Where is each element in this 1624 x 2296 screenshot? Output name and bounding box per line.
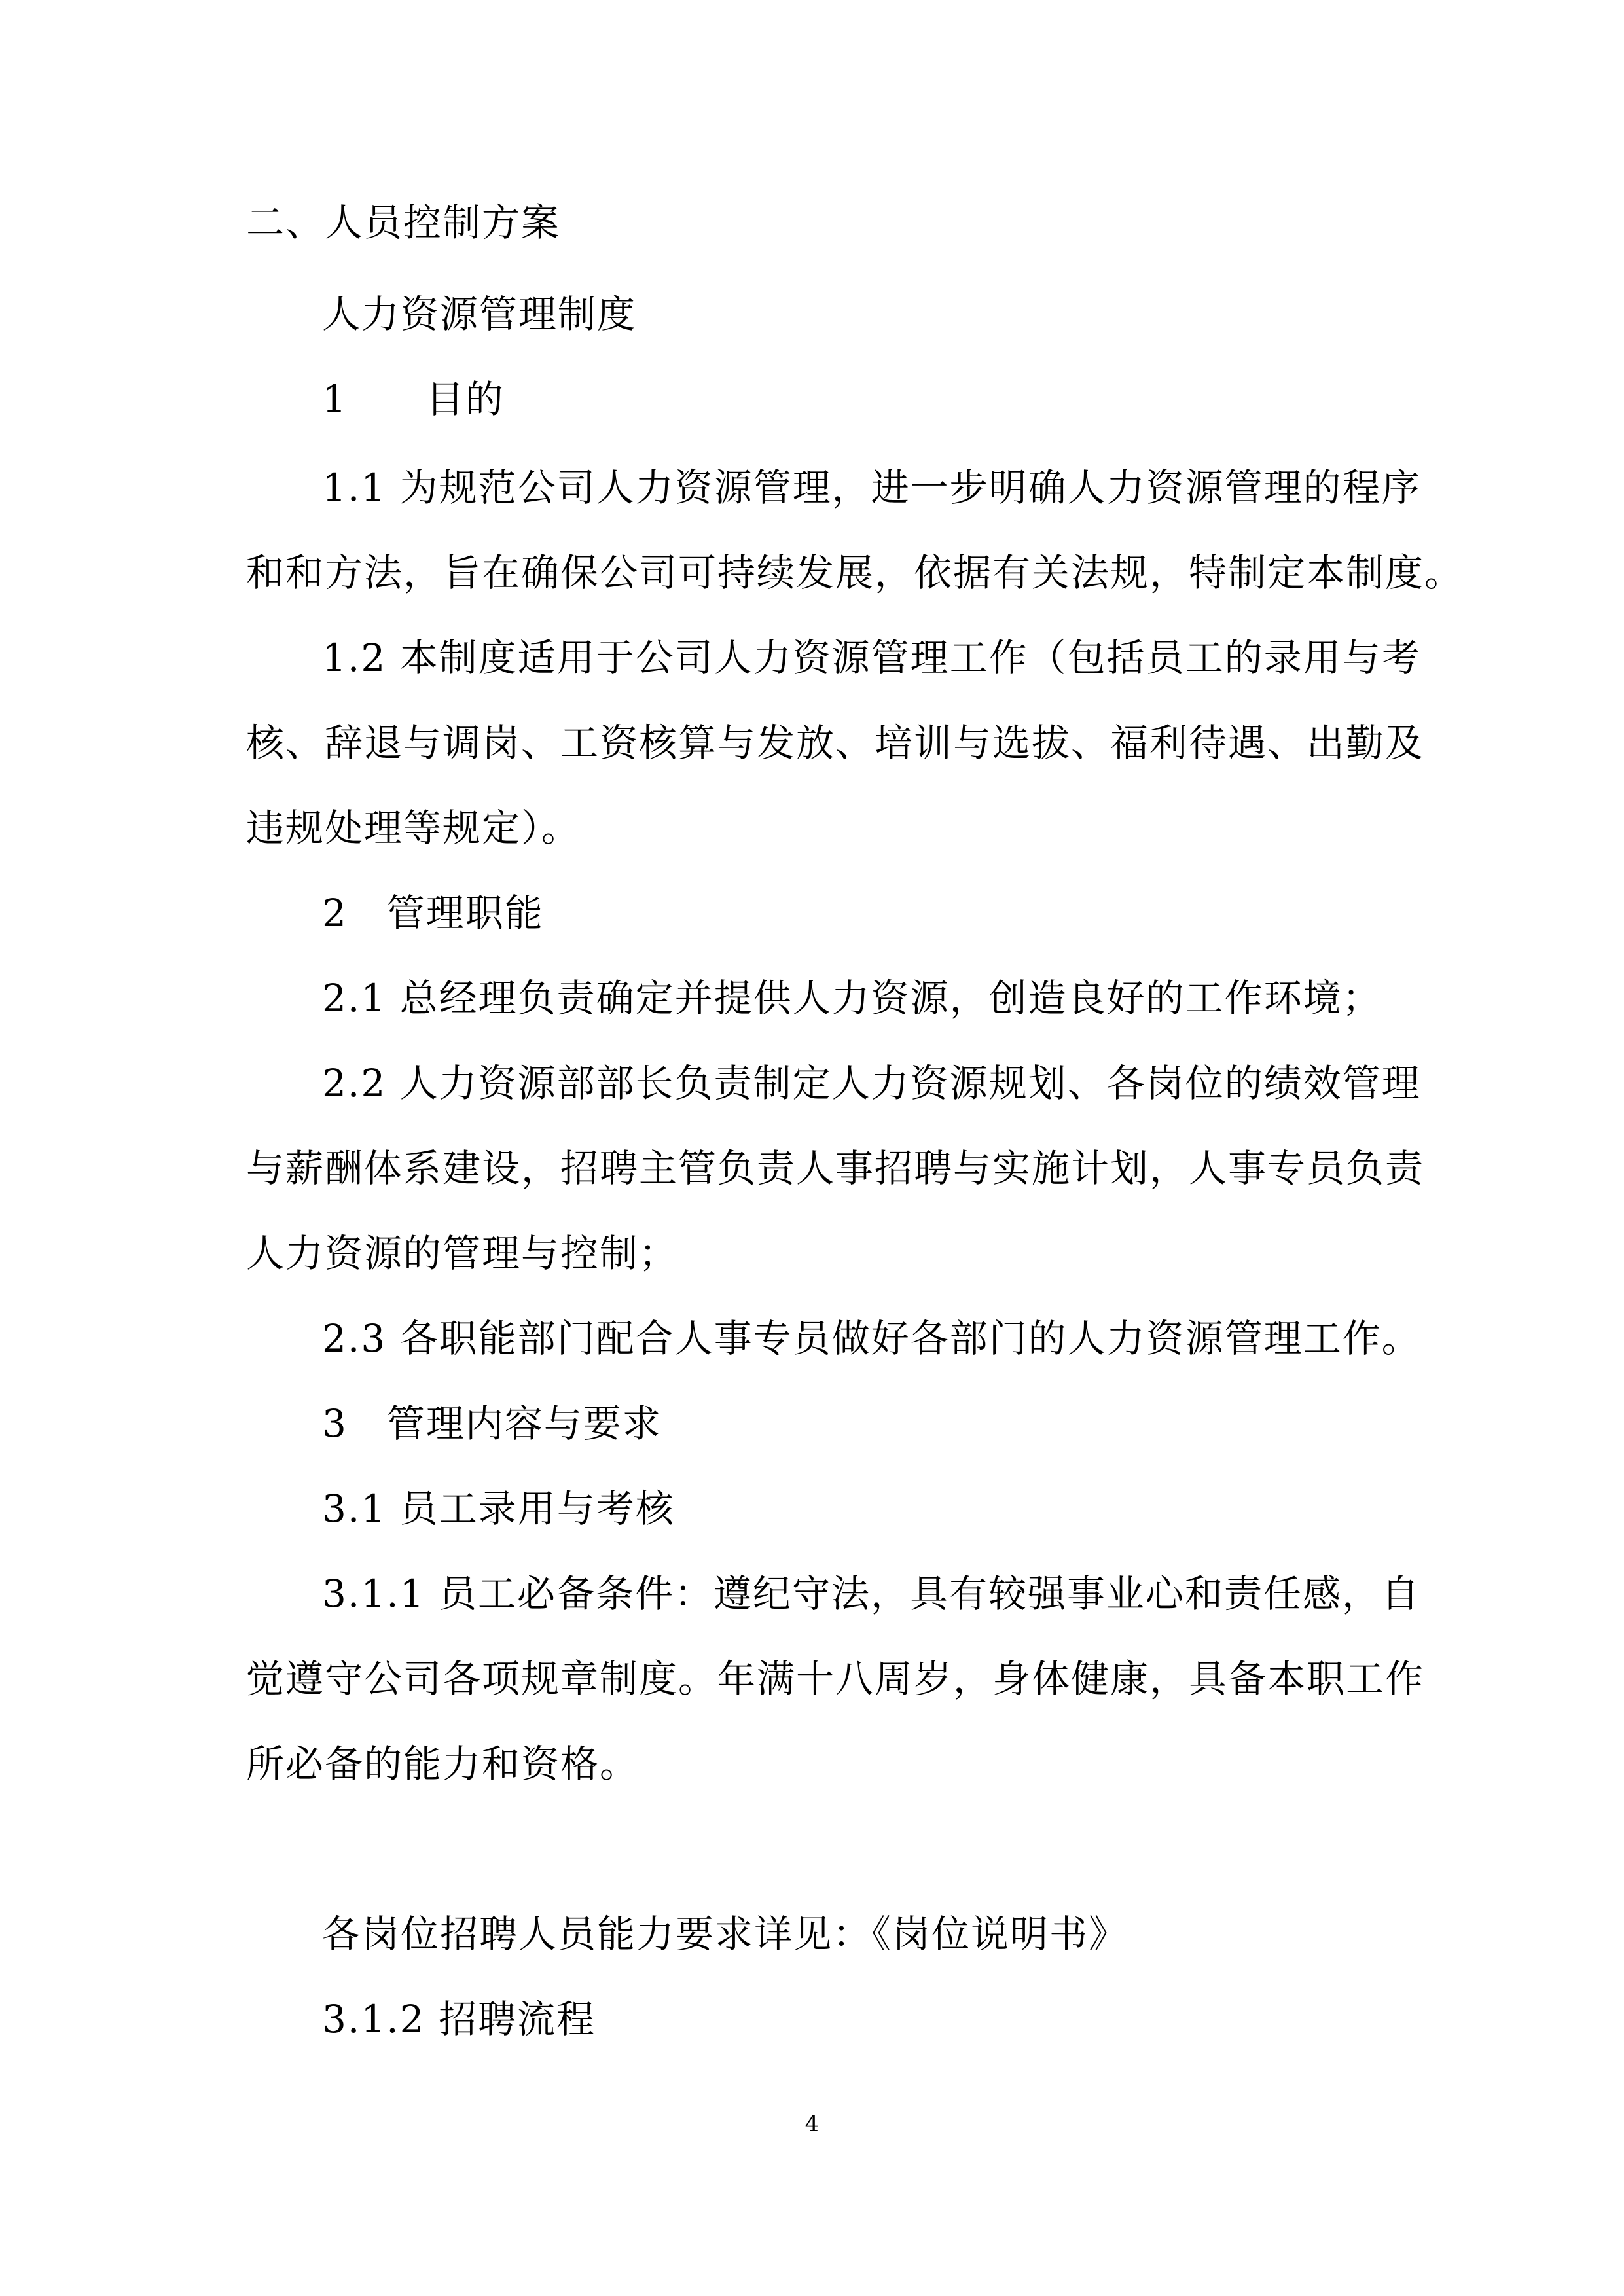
paragraph-1-2-line-1: 1.2 本制度适用于公司人力资源管理工作（包括员工的录用与考 — [322, 636, 1421, 680]
paragraph-2-2-line-2: 与薪酬体系建设，招聘主管负责人事招聘与实施计划，人事专员负责 — [246, 1146, 1425, 1191]
heading-management-functions: 2 管理职能 — [322, 891, 544, 935]
heading-management-content: 3 管理内容与要求 — [322, 1401, 662, 1446]
heading-purpose: 1 目的 — [322, 377, 505, 422]
paragraph-2-3: 2.3 各职能部门配合人事专员做好各部门的人力资源管理工作。 — [322, 1316, 1421, 1361]
paragraph-1-2-line-3: 违规处理等规定）。 — [246, 806, 581, 850]
page-number: 4 — [804, 2111, 820, 2137]
requirements-note: 各岗位招聘人员能力要求详见：《岗位说明书》 — [322, 1912, 1128, 1956]
heading-3-1-2: 3.1.2 招聘流程 — [322, 1997, 596, 2041]
paragraph-2-2-line-1: 2.2 人力资源部部长负责制定人力资源规划、各岗位的绩效管理 — [322, 1061, 1421, 1105]
paragraph-1-1-line-2: 和和方法，旨在确保公司可持续发展，依据有关法规，特制定本制度。 — [246, 550, 1464, 595]
document-title: 人力资源管理制度 — [322, 292, 637, 336]
paragraph-1-1-line-1: 1.1 为规范公司人力资源管理，进一步明确人力资源管理的程序 — [322, 465, 1421, 510]
paragraph-3-1-1-line-2: 觉遵守公司各项规章制度。年满十八周岁，身体健康，具备本职工作 — [246, 1657, 1425, 1701]
section-heading: 二、人员控制方案 — [246, 200, 561, 245]
paragraph-2-1: 2.1 总经理负责确定并提供人力资源，创造良好的工作环境； — [322, 976, 1382, 1020]
paragraph-3-1-1-line-1: 3.1.1 员工必备条件：遵纪守法，具有较强事业心和责任感，自 — [322, 1571, 1421, 1616]
paragraph-3-1-1-line-3: 所必备的能力和资格。 — [246, 1742, 640, 1786]
paragraph-1-2-line-2: 核、辞退与调岗、工资核算与发放、培训与选拔、福利待遇、出勤及 — [246, 721, 1425, 765]
paragraph-2-2-line-3: 人力资源的管理与控制； — [246, 1231, 679, 1276]
heading-3-1: 3.1 员工录用与考核 — [322, 1486, 675, 1531]
